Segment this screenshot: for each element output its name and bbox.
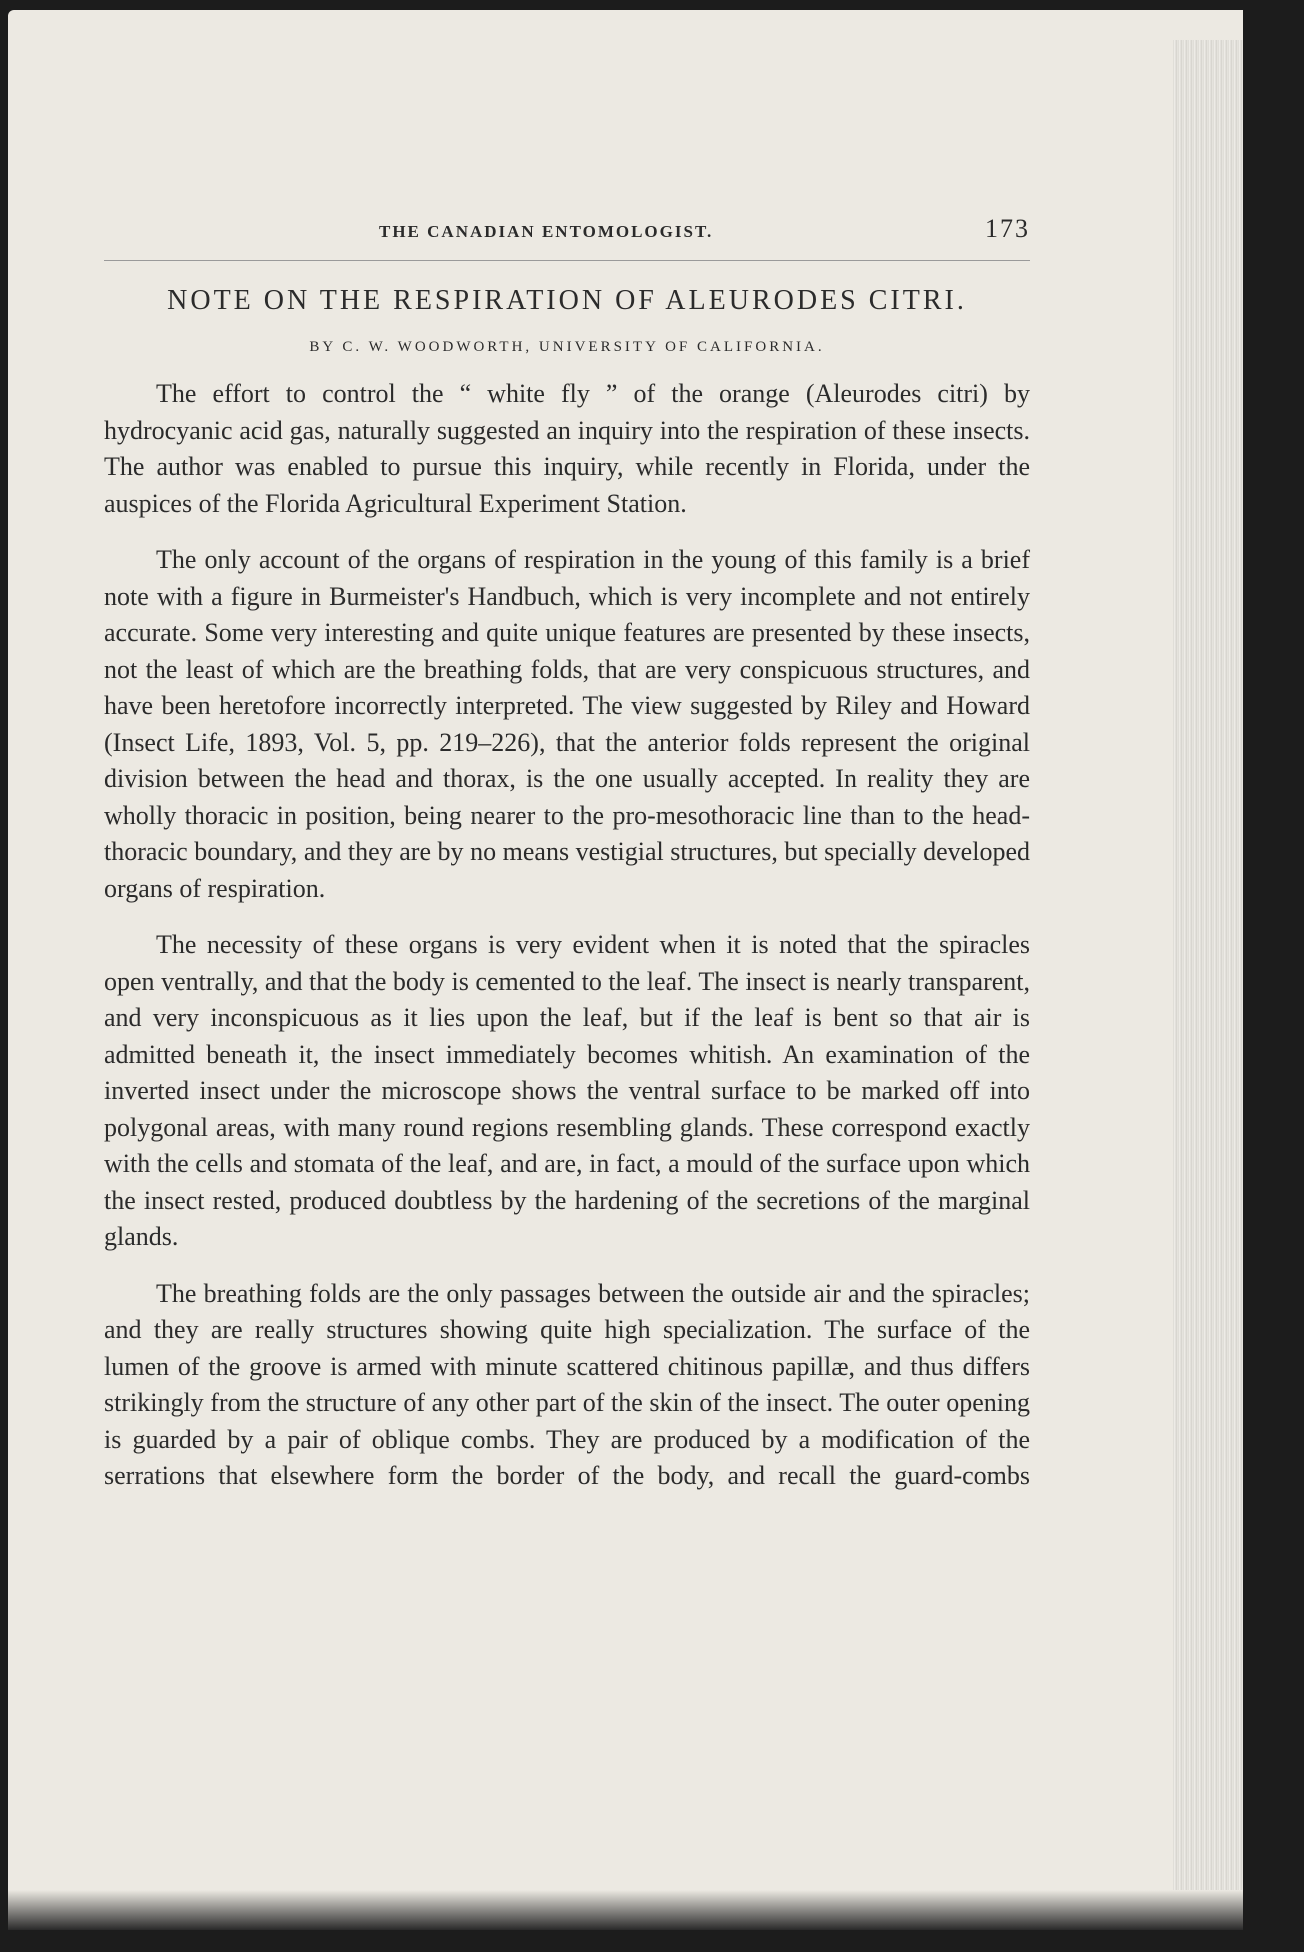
page-content [104, 210, 1030, 1515]
paragraph-4: The breathing folds are the only passages between the outside air and the spiracles; and they are really structures showing quite high specialization. The surface of the lumen of the groove is armed with minute scattered chitinous papillæ, and thus differs strikingly from the structure of any other part of the skin of the insect. The outer opening is guarded by a pair of oblique combs. They are produced by a modification of the serrations that elsewhere form the border of the body, and recall the guard-combs [104, 1278, 1030, 1490]
article-byline: BY C. W. WOODWORTH, UNIVERSITY OF CALIFORNIA. [309, 339, 825, 355]
book-page [8, 10, 1243, 1930]
page-edge-stack [1173, 40, 1243, 1930]
running-head [104, 210, 1030, 254]
paragraph-2: The only account of the organs of respiration in the young of this family is a brief note with a figure in Burmeister's Handbuch, which is very incomplete and not entirely accurate. Some very interesting and quite unique features are presented by these insects, not the least of which are the breathing folds, that are very conspicuous structures, and have been heretofore incorrectly interpreted. The view suggested by Riley and Howard (Insect Life, 1893, Vol. 5, pp. 219–226), that the anterior folds represent the original division between the head and thorax, is the one usually accepted. In reality they are wholly thoracic in position, being nearer to the pro-mesothoracic line than to the head-thoracic boundary, and they are by no means vestigial structures, but specially developed organs of respiration. [104, 545, 1030, 903]
paragraph-1: The effort to control the “ white fly ” of the orange (Aleurodes citri) by hydrocyanic acid gas, naturally suggested an inquiry into the respiration of these insects. The author was enabled to pursue this inquiry, while recently in Florida, under the auspices of the Florida Agricultural Experiment Station. [104, 379, 1030, 518]
journal-title: THE CANADIAN ENTOMOLOGIST. [379, 222, 714, 241]
paragraph-3: The necessity of these organs is very evident when it is noted that the spiracles open ventrally, and that the body is cemented to the leaf. The insect is nearly transparent, and very inconspicuous as it lies upon the leaf, but if the leaf is bent so that air is admitted beneath it, the insect immediately becomes whitish. An examination of the inverted insect under the microscope shows the ventral surface to be marked off into polygonal areas, with many round regions resembling glands. These correspond exactly with the cells and stomata of the leaf, and are, in fact, a mould of the surface upon which the insect rested, produced doubtless by the hardening of the secretions of the marginal glands. [104, 930, 1030, 1251]
page-number: 173 [985, 214, 1030, 243]
page-bottom-shadow [8, 1890, 1243, 1930]
header-rule [104, 260, 1030, 261]
article-title: NOTE ON THE RESPIRATION OF ALEURODES CITRI. [167, 285, 967, 316]
